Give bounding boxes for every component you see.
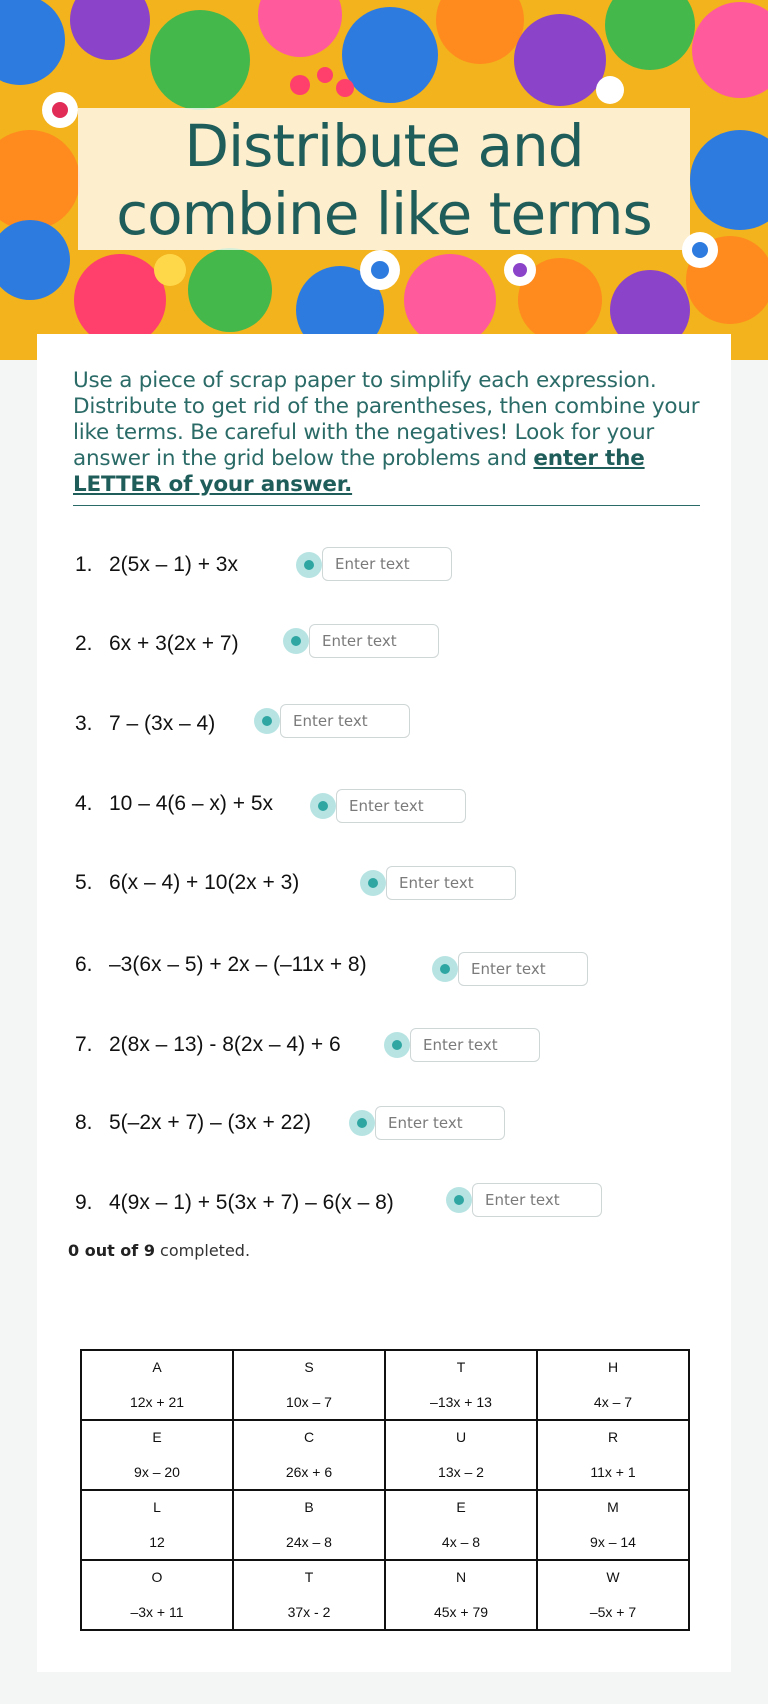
grid-letter: O	[151, 1569, 163, 1585]
progress-count: 0 out of 9	[68, 1241, 155, 1260]
problem-expression: 7 – (3x – 4)	[109, 712, 216, 735]
grid-value: 9x – 14	[590, 1534, 636, 1550]
answer-input-4[interactable]	[336, 789, 466, 823]
audio-dot-icon	[296, 552, 322, 578]
problem-7	[75, 1030, 341, 1060]
grid-letter: T	[456, 1359, 466, 1375]
instructions-text: Use a piece of scrap paper to simplify each expression. Distribute to get rid of the parentheses, then combine your like terms. Be careful with the negatives! Look for your answer in the grid below the problems and	[73, 368, 700, 471]
grid-letter: S	[304, 1359, 314, 1375]
progress-suffix: completed.	[154, 1241, 251, 1260]
grid-cell	[537, 1350, 689, 1420]
progress-status	[68, 1241, 250, 1260]
grid-cell	[385, 1420, 537, 1490]
grid-value: 37x - 2	[287, 1604, 331, 1620]
grid-cell	[81, 1490, 233, 1560]
grid-row	[81, 1350, 689, 1420]
grid-letter: E	[456, 1499, 466, 1515]
problem-number: 3.	[75, 712, 93, 735]
problem-5	[75, 868, 299, 898]
grid-value: 13x – 2	[438, 1464, 484, 1480]
grid-cell	[81, 1560, 233, 1630]
audio-dot-icon	[283, 628, 309, 654]
grid-value: –5x + 7	[589, 1604, 637, 1620]
audio-dot-icon	[310, 793, 336, 819]
grid-cell	[233, 1560, 385, 1630]
grid-row	[81, 1420, 689, 1490]
problem-number: 5.	[75, 871, 93, 894]
grid-letter: U	[455, 1429, 467, 1445]
problem-expression: 5(–2x + 7) – (3x + 22)	[109, 1111, 311, 1134]
audio-dot-icon	[446, 1187, 472, 1213]
problem-number: 1.	[75, 553, 93, 576]
problem-expression: 6(x – 4) + 10(2x + 3)	[109, 871, 300, 894]
problem-expression: –3(6x – 5) + 2x – (–11x + 8)	[109, 953, 367, 976]
problem-number: 4.	[75, 792, 93, 815]
instructions	[73, 368, 713, 498]
answer-input-7[interactable]	[410, 1028, 540, 1062]
audio-dot-icon	[254, 708, 280, 734]
answer-input-9[interactable]	[472, 1183, 602, 1217]
page-title: Distribute and combine like terms	[116, 112, 652, 248]
grid-letter: T	[304, 1569, 314, 1585]
audio-dot-icon	[384, 1032, 410, 1058]
grid-value: 9x – 20	[134, 1464, 180, 1480]
grid-value: 10x – 7	[286, 1394, 332, 1410]
audio-dot-icon	[349, 1110, 375, 1136]
grid-cell	[81, 1350, 233, 1420]
problem-number: 8.	[75, 1111, 93, 1134]
grid-letter: L	[153, 1499, 161, 1515]
problem-6	[75, 950, 367, 980]
grid-value: 12	[149, 1534, 165, 1550]
grid-row	[81, 1490, 689, 1560]
grid-letter: W	[606, 1569, 620, 1585]
grid-cell	[385, 1350, 537, 1420]
grid-value: 12x + 21	[129, 1394, 185, 1410]
grid-value: 45x + 79	[433, 1604, 489, 1620]
problem-expression: 4(9x – 1) + 5(3x + 7) – 6(x – 8)	[109, 1191, 394, 1214]
grid-letter: N	[455, 1569, 467, 1585]
problem-1	[75, 550, 238, 580]
grid-value: 4x – 8	[441, 1534, 481, 1550]
answer-input-8[interactable]	[375, 1106, 505, 1140]
grid-letter: C	[303, 1429, 315, 1445]
grid-value: –3x + 11	[130, 1604, 184, 1620]
grid-cell	[233, 1420, 385, 1490]
problem-4	[75, 789, 273, 819]
grid-value: –13x + 13	[430, 1394, 492, 1410]
problem-2	[75, 629, 239, 659]
problem-expression: 2(8x – 13) - 8(2x – 4) + 6	[109, 1033, 341, 1056]
problem-expression: 2(5x – 1) + 3x	[109, 553, 238, 576]
grid-letter: H	[607, 1359, 619, 1375]
grid-letter: A	[152, 1359, 162, 1375]
problem-9	[75, 1188, 394, 1218]
problem-number: 9.	[75, 1191, 93, 1214]
grid-value: 24x – 8	[286, 1534, 332, 1550]
audio-dot-icon	[432, 956, 458, 982]
answer-input-6[interactable]	[458, 952, 588, 986]
instructions-emphasis: enter the LETTER of your answer.	[73, 446, 645, 497]
problem-expression: 10 – 4(6 – x) + 5x	[109, 792, 274, 815]
answer-input-5[interactable]	[386, 866, 516, 900]
grid-cell	[385, 1490, 537, 1560]
problem-number: 7.	[75, 1033, 93, 1056]
answer-input-3[interactable]	[280, 704, 410, 738]
grid-letter: E	[152, 1429, 162, 1445]
problem-expression: 6x + 3(2x + 7)	[109, 632, 239, 655]
answer-input-1[interactable]	[322, 547, 452, 581]
answer-grid	[80, 1349, 690, 1631]
problem-number: 6.	[75, 953, 93, 976]
audio-dot-icon	[360, 870, 386, 896]
grid-value: 4x – 7	[593, 1394, 633, 1410]
grid-cell	[537, 1560, 689, 1630]
grid-cell	[81, 1420, 233, 1490]
divider	[73, 505, 700, 506]
grid-cell	[385, 1560, 537, 1630]
grid-cell	[537, 1420, 689, 1490]
grid-row	[81, 1560, 689, 1630]
grid-value: 26x + 6	[285, 1464, 333, 1480]
grid-letter: B	[304, 1499, 314, 1515]
grid-cell	[537, 1490, 689, 1560]
problem-number: 2.	[75, 632, 93, 655]
problem-8	[75, 1108, 311, 1138]
grid-letter: R	[607, 1429, 619, 1445]
grid-letter: M	[607, 1499, 619, 1515]
problem-3	[75, 709, 215, 739]
grid-cell	[233, 1350, 385, 1420]
grid-value: 11x + 1	[590, 1464, 636, 1480]
grid-cell	[233, 1490, 385, 1560]
answer-input-2[interactable]	[309, 624, 439, 658]
